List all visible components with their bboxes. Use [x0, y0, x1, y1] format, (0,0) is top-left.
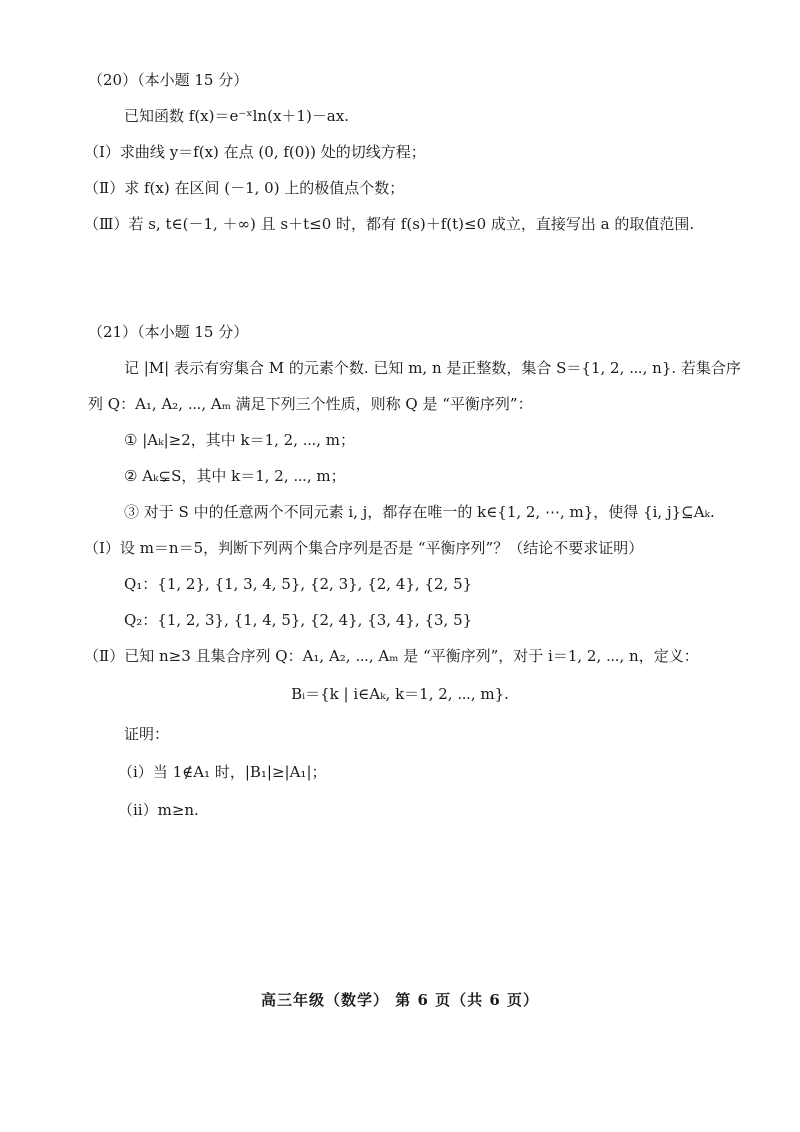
q21-sequence-q1: Q₁：{1, 2}, {1, 3, 4, 5}, {2, 3}, {2, 4}, {2, 5} [124, 575, 473, 593]
q21-proof-label: 证明： [124, 725, 170, 743]
q21-definition: Bᵢ＝{k | i∈Aₖ, k＝1, 2, ⋯, m}. [291, 685, 509, 703]
q21-stem-line2: 列 Q：A₁, A₂, ⋯, Aₘ 满足下列三个性质，则称 Q 是 “平衡序列”： [88, 395, 533, 413]
q21-property3: ③ 对于 S 中的任意两个不同元素 i, j，都存在唯一的 k∈{1, 2, ⋯, m}，使得 {i, j}⊆Aₖ. [124, 503, 715, 521]
q20-part3: （Ⅲ）若 s, t∈(－1, ＋∞) 且 s＋t≤0 时，都有 f(s)＋f(t)≤0 成立，直接写出 a 的取值范围. [84, 215, 695, 233]
q21-part2: （Ⅱ）已知 n≥3 且集合序列 Q：A₁, A₂, ⋯, Aₘ 是 “平衡序列”，对于 i＝1, 2, ⋯, n，定义： [84, 647, 699, 665]
page-footer: 高三年级（数学） 第 6 页（共 6 页） [261, 991, 539, 1009]
q21-header: （21）（本小题 15 分） [88, 323, 249, 341]
q21-property2: ② Aₖ⊊S，其中 k＝1, 2, ⋯, m； [124, 467, 346, 485]
q20-part1: （Ⅰ）求曲线 y＝f(x) 在点 (0, f(0)) 处的切线方程； [84, 143, 426, 161]
q20-header: （20）（本小题 15 分） [88, 71, 249, 89]
q21-sequence-q2: Q₂：{1, 2, 3}, {1, 4, 5}, {2, 4}, {3, 4}, {3, 5} [124, 611, 473, 629]
q21-property1: ① |Aₖ|≥2，其中 k＝1, 2, ⋯, m； [124, 431, 356, 449]
q21-stem-line1: 记 |M| 表示有穷集合 M 的元素个数. 已知 m, n 是正整数，集合 S＝{1, 2, ⋯, n}. 若集合序 [124, 359, 741, 377]
q21-subpart1: （i）当 1∉A₁ 时，|B₁|≥|A₁|； [118, 763, 327, 781]
q20-stem: 已知函数 f(x)＝e⁻ˣln(x＋1)－ax. [124, 107, 349, 125]
q21-subpart2: （ii）m≥n. [118, 801, 199, 819]
q21-part1: （Ⅰ）设 m＝n＝5，判断下列两个集合序列是否是 “平衡序列”？（结论不要求证明） [84, 539, 644, 557]
q20-part2: （Ⅱ）求 f(x) 在区间 (－1, 0) 上的极值点个数； [84, 179, 405, 197]
